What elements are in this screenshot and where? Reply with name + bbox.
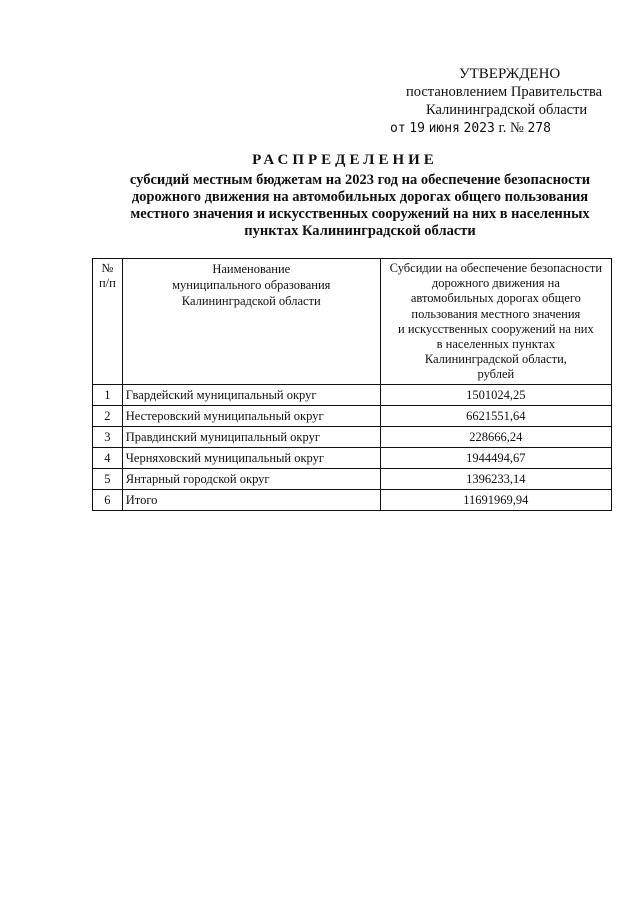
header-subsidy-line: и искусственных сооружений на них [398, 321, 594, 336]
table-row [93, 406, 612, 427]
row-number: 2 [93, 406, 123, 427]
subtitle-line: пунктах Калининградской области [244, 223, 476, 239]
approval-region: Калининградской области [426, 102, 588, 118]
row-municipality: Янтарный городской округ [122, 469, 380, 490]
row-subsidy-amount: 1396233,14 [380, 469, 611, 490]
row-number: 3 [93, 427, 123, 448]
row-number: 5 [93, 469, 123, 490]
header-subsidy [380, 259, 611, 385]
approval-heading: УТВЕРЖДЕНО [459, 66, 561, 82]
row-municipality: Черняховский муниципальный округ [122, 448, 380, 469]
row-municipality: Правдинский муниципальный округ [122, 427, 380, 448]
header-subsidy-line: Калининградской области, [424, 352, 567, 367]
header-subsidy-line: автомобильных дорогах общего [410, 291, 581, 306]
table-row [93, 385, 612, 406]
header-subsidy-line: в населенных пунктах [436, 337, 556, 352]
header-number [93, 259, 123, 385]
date-year: 2023 [463, 121, 495, 136]
header-number-line: № [101, 261, 114, 275]
date-suffix: г. № [498, 120, 524, 136]
date-prefix: от [390, 121, 406, 136]
row-number: 1 [93, 385, 123, 406]
document-title: РАСПРЕДЕЛЕНИЕ [252, 152, 438, 168]
table-header-row [93, 259, 612, 385]
table-row [93, 427, 612, 448]
subtitle-line: местного значения и искусственных сооружений на них в населенных [130, 206, 590, 222]
approval-date-line [390, 120, 551, 137]
date-month: июня [428, 121, 460, 136]
header-subsidy-line: пользования местного значения [411, 306, 581, 321]
header-municipality [122, 259, 380, 385]
header-municipality-line: муниципального образования [172, 278, 331, 292]
subsidies-table [92, 258, 612, 511]
subtitle-line: дорожного движения на автомобильных дорогах общего пользования [131, 189, 589, 205]
document-number: 278 [527, 121, 551, 136]
row-subsidy-amount: 1501024,25 [380, 385, 611, 406]
row-subsidy-amount: 6621551,64 [380, 406, 611, 427]
table-total-row [93, 490, 612, 511]
row-number: 6 [93, 490, 123, 511]
row-municipality: Гвардейский муниципальный округ [122, 385, 380, 406]
document-subtitle [95, 172, 625, 240]
row-total-amount: 11691969,94 [380, 490, 611, 511]
approval-issuer: постановлением Правительства [406, 84, 603, 100]
table-row [93, 469, 612, 490]
header-municipality-line: Калининградской области [181, 294, 321, 308]
header-municipality-line: Наименование [212, 262, 291, 276]
header-subsidy-line: рублей [477, 367, 515, 382]
row-total-label: Итого [122, 490, 380, 511]
row-subsidy-amount: 228666,24 [380, 427, 611, 448]
row-subsidy-amount: 1944494,67 [380, 448, 611, 469]
header-subsidy-line: Субсидии на обеспечение безопасности [389, 261, 603, 275]
row-number: 4 [93, 448, 123, 469]
row-municipality: Нестеровский муниципальный округ [122, 406, 380, 427]
table-row [93, 448, 612, 469]
header-number-line: п/п [98, 276, 116, 290]
date-day: 19 [409, 121, 425, 136]
header-subsidy-line: дорожного движения на [431, 276, 560, 291]
subtitle-line: субсидий местным бюджетам на 2023 год на обеспечение безопасности [129, 172, 591, 188]
